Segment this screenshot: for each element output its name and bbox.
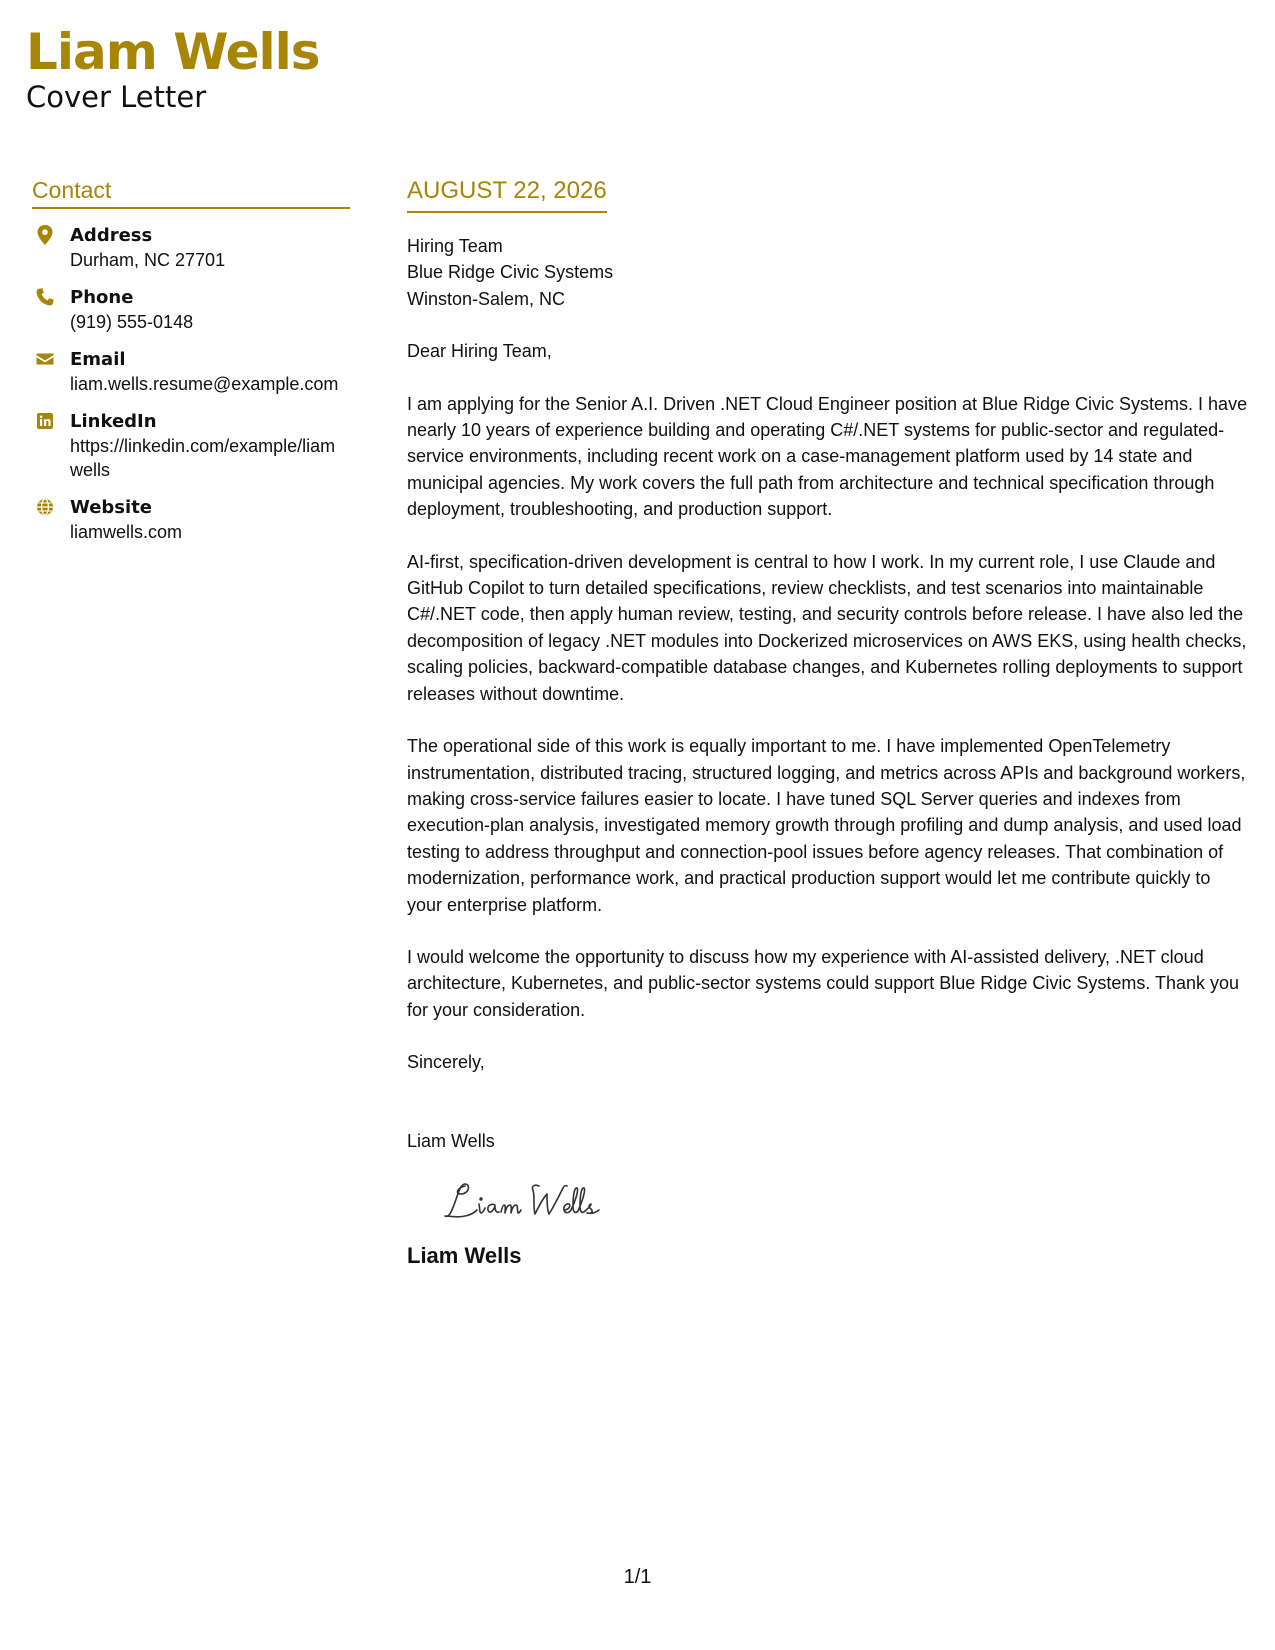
- recipient-location: Winston-Salem, NC: [407, 288, 566, 309]
- contact-value[interactable]: liam.wells.resume@example.com: [70, 374, 339, 394]
- contact-label: Phone: [70, 287, 134, 308]
- salutation: Dear Hiring Team,: [407, 341, 552, 362]
- contact-item-phone: [32, 285, 350, 334]
- envelope-icon: [36, 349, 54, 369]
- signature-image: [443, 1172, 643, 1232]
- contact-heading: Contact: [32, 176, 350, 209]
- contact-value: (919) 555-0148: [70, 312, 194, 332]
- contact-item-email: [32, 347, 350, 396]
- handwritten-signature: [443, 1172, 643, 1232]
- closing: Sincerely,: [407, 1052, 485, 1073]
- recipient-company: Blue Ridge Civic Systems: [407, 262, 614, 283]
- contact-value[interactable]: https://linkedin.com/example/liamwells: [70, 436, 336, 480]
- contact-label: Email: [70, 349, 126, 370]
- contact-list: [32, 223, 350, 544]
- applicant-name: Liam Wells: [26, 23, 320, 81]
- contact-label: LinkedIn: [70, 411, 157, 432]
- signed-name: Liam Wells: [407, 1242, 522, 1268]
- contact-sidebar: [32, 176, 350, 557]
- linkedin-icon: [36, 411, 54, 431]
- contact-label: Website: [70, 497, 153, 518]
- letter-header: [26, 22, 320, 114]
- letter-date: AUGUST 22, 2026: [407, 176, 607, 213]
- map-pin-icon: [36, 225, 54, 245]
- phone-icon: [36, 287, 54, 307]
- body-paragraph: I am applying for the Senior A.I. Driven .NET Cloud Engineer position at Blue Ridge Civic Systems. I have nearly 10 years of experience building and operating C#/.NET systems for public-sector and regulated-service environments, including recent work on a case-management platform used by 14 state and municipal agencies. My work covers the full path from architecture and technical specification through deployment, troubleshooting, and production support.: [407, 393, 1248, 520]
- recipient-block: [407, 233, 1249, 312]
- typed-name: Liam Wells: [407, 1130, 495, 1151]
- body-paragraph: I would welcome the opportunity to discuss how my experience with AI-assisted delivery, .NET cloud architecture, Kubernetes, and public-sector systems could support Blue Ridge Civic Systems. Thank you for your consideration.: [407, 946, 1240, 1020]
- body-paragraph: The operational side of this work is equally important to me. I have implemented OpenTelemetry instrumentation, distributed tracing, structured logging, and metrics across APIs and background workers, making cross-service failures easier to locate. I have tuned SQL Server queries and indexes from execution-plan analysis, investigated memory growth through profiling and dump analysis, and used load testing to address throughput and connection-pool issues before agency releases. That combination of modernization, performance work, and practical production support would let me contribute quickly to your enterprise platform.: [407, 736, 1246, 915]
- contact-item-website: [32, 495, 350, 544]
- page-number: 1/1: [623, 1566, 652, 1588]
- letter-body: [407, 176, 1249, 1270]
- contact-item-address: [32, 223, 350, 272]
- contact-item-linkedin: [32, 409, 350, 482]
- contact-value: Durham, NC 27701: [70, 250, 226, 270]
- body-paragraph: AI-first, specification-driven development is central to how I work. In my current role, I use Claude and GitHub Copilot to turn detailed specifications, review checklists, and test scenarios into maintainable C#/.NET code, then apply human review, testing, and security controls before release. I have also led the decomposition of legacy .NET modules into Dockerized microservices on AWS EKS, using health checks, scaling policies, backward-compatible database changes, and Kubernetes rolling deployments to support releases without downtime.: [407, 551, 1247, 704]
- contact-label: Address: [70, 225, 153, 246]
- globe-icon: [36, 497, 54, 517]
- contact-value[interactable]: liamwells.com: [70, 522, 183, 542]
- document-type: Cover Letter: [26, 80, 207, 114]
- recipient-line: Hiring Team: [407, 236, 503, 256]
- signature-text: [643, 1172, 644, 1173]
